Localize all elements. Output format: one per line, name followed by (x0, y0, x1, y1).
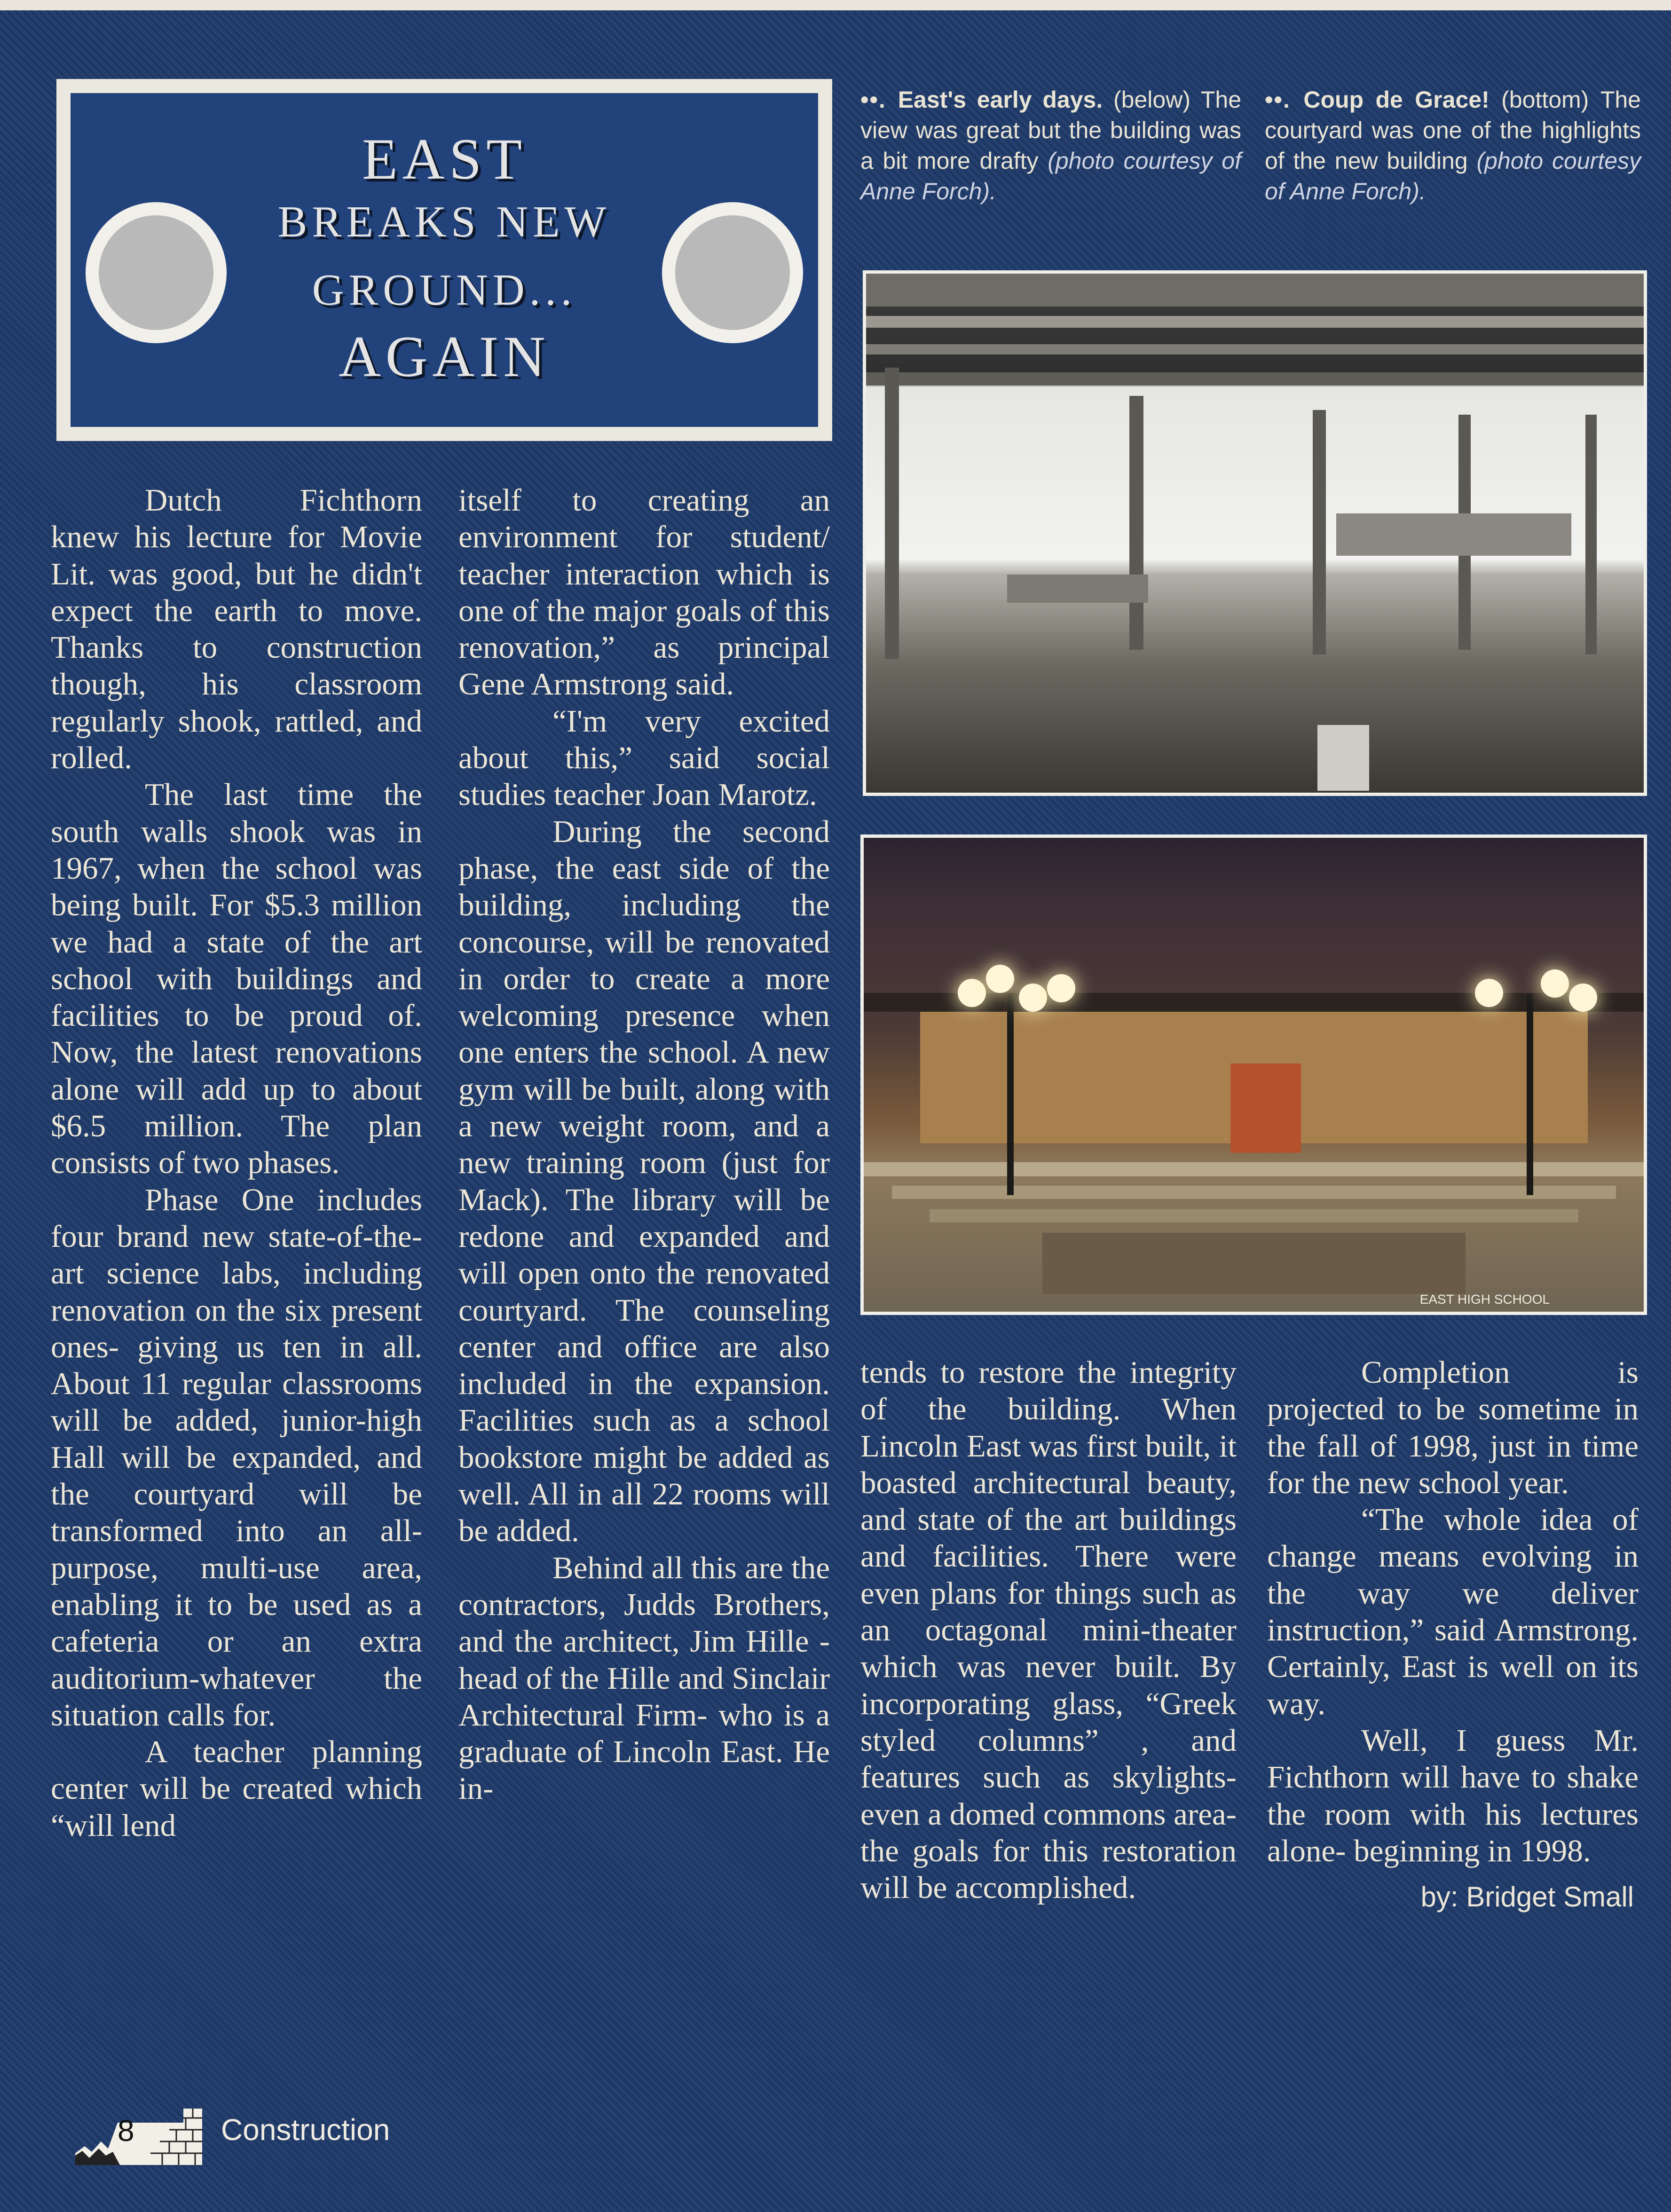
roof-beam (866, 316, 1644, 328)
paragraph: itself to creating an environment for student/ teacher interaction which is one of the major goals of this renovation,” as principal Gene Armstrong said. (458, 483, 830, 702)
step (930, 1209, 1578, 1222)
column (1129, 396, 1143, 650)
lamp-light (1569, 984, 1597, 1012)
caption-bullet: ••. (1265, 87, 1304, 113)
section-name: Construction (221, 2113, 390, 2147)
courtyard-floor (1042, 1233, 1466, 1294)
paragraph: A teacher planning center will be created which “will lend (51, 1734, 422, 1843)
entrance-door (1230, 1063, 1301, 1153)
page-number: 8 (118, 2114, 134, 2148)
lamp-light (1047, 974, 1075, 1002)
caption-credit: (photo courtesy of Anne Forch). (1265, 148, 1641, 205)
photo-stamp: EAST HIGH SCHOOL (1419, 1292, 1550, 1307)
construction-photo (863, 270, 1647, 796)
distant-building (1336, 513, 1571, 556)
caption-heading: East's early days. (898, 87, 1103, 113)
paragraph: The last time the south walls shook was in 1967, when the school was being built. For $5.3 million we had a state of the art school with buildings and facilities to be proud of. Now, the latest renovations alone will add up to about $6.5 million. The plan consists of two phases. (51, 777, 422, 1181)
article-column-4 (1267, 1354, 1639, 1915)
caption-coup-de-grace (1265, 85, 1641, 207)
courtyard-photo (860, 834, 1647, 1315)
title-line-2: BREAKS NEW (277, 197, 611, 246)
lamp-light (986, 965, 1014, 993)
paragraph: “The whole idea of change means evolving in the way we deliver instruction,” said Armstrong. Certainly, East is well on its way. (1267, 1502, 1639, 1721)
roof-beam (866, 344, 1644, 354)
lamp-light (1475, 979, 1503, 1007)
caption-heading: Coup de Grace! (1303, 87, 1490, 113)
caption-early-days (860, 85, 1241, 207)
lamp-post (1527, 993, 1533, 1195)
paragraph: Phase One includes four brand new state-of-the-art science labs, including renovation on the six present ones- giving us ten in all. About 11 regular classrooms will be added, junior-high Hall will be expanded, and the courtyard will be transformed into an all-purpose, multi-use area, enabling it to be used as a cafeteria or an extra auditorium-whatever the situation calls for. (51, 1182, 422, 1732)
paragraph: Dutch Fichthorn knew his lecture for Movie Lit. was good, but he didn't expect the earth to move. Thanks to construction though, his classroom regularly shook, rattled, and rolled. (51, 483, 422, 776)
paragraph: “I'm very excited about this,” said social studies teacher Joan Marotz. (458, 703, 830, 812)
article-column-3 (860, 1354, 1237, 1906)
lamp-light (1019, 984, 1047, 1012)
title-line-4: AGAIN (339, 324, 550, 389)
paragraph: Well, I guess Mr. Fichthorn will have to shake the room with his lectures alone- beginning in 1998. (1267, 1723, 1639, 1868)
step (892, 1186, 1616, 1199)
column (1313, 410, 1326, 654)
lamp-light (958, 979, 986, 1007)
article-column-1 (51, 482, 422, 1844)
paragraph: During the second phase, the east side of the building, including the concourse, will be renovated in order to create a more welcoming presence when one enters the school. A new gym will be built, along with a new weight room, and a new training room (just for Mack). The library will be redone and expanded and will open onto the renovated courtyard. The counseling center and office are also included in the expansion. Facilities such as a school bookstore might be added as well. All in all 22 rooms will be added. (458, 814, 830, 1549)
brick-wall-icon (75, 2109, 202, 2165)
distant-building (1007, 575, 1148, 603)
top-edge (0, 0, 1671, 10)
caption-text: (below) The view was great but the building was a bit more drafty (860, 87, 1242, 174)
byline: by: Bridget Small (1420, 1881, 1634, 1913)
lamp-post (1007, 993, 1014, 1195)
title-box (56, 79, 832, 441)
caption-credit: (photo courtesy of Anne Forch). (860, 148, 1241, 205)
paragraph: tends to restore the integrity of the building. When Lincoln East was first built, it boasted architectural beauty, and state of the art buildings and facilities. There were even plans for things such as an octagonal mini-theater which was never built. By incorporating glass, “Greek styled columns” , and features such as skylights-even a domed commons area- the goals for this restoration will be accomplished. (860, 1355, 1237, 1905)
title-line-1: EAST (362, 127, 527, 191)
paragraph: Behind all this are the contractors, Judds Brothers, and the architect, Jim Hille - head of the Hille and Sinclair Architectural Firm- who is a graduate of Lincoln East. He in- (458, 1550, 830, 1806)
lamp-light (1541, 969, 1569, 998)
footing (1317, 725, 1369, 791)
paragraph: Completion is projected to be sometime in the fall of 1998, just in time for the new school year. (1267, 1355, 1639, 1500)
roof-beam (866, 274, 1644, 307)
caption-text: (bottom) The courtyard was one of the highlights of the new building (1265, 87, 1641, 174)
column (1585, 415, 1597, 654)
article-column-2 (458, 482, 830, 1807)
roof-beam (866, 372, 1644, 386)
title-line-3: GROUND... (312, 266, 577, 315)
column (885, 368, 899, 659)
caption-bullet: ••. (860, 87, 898, 113)
